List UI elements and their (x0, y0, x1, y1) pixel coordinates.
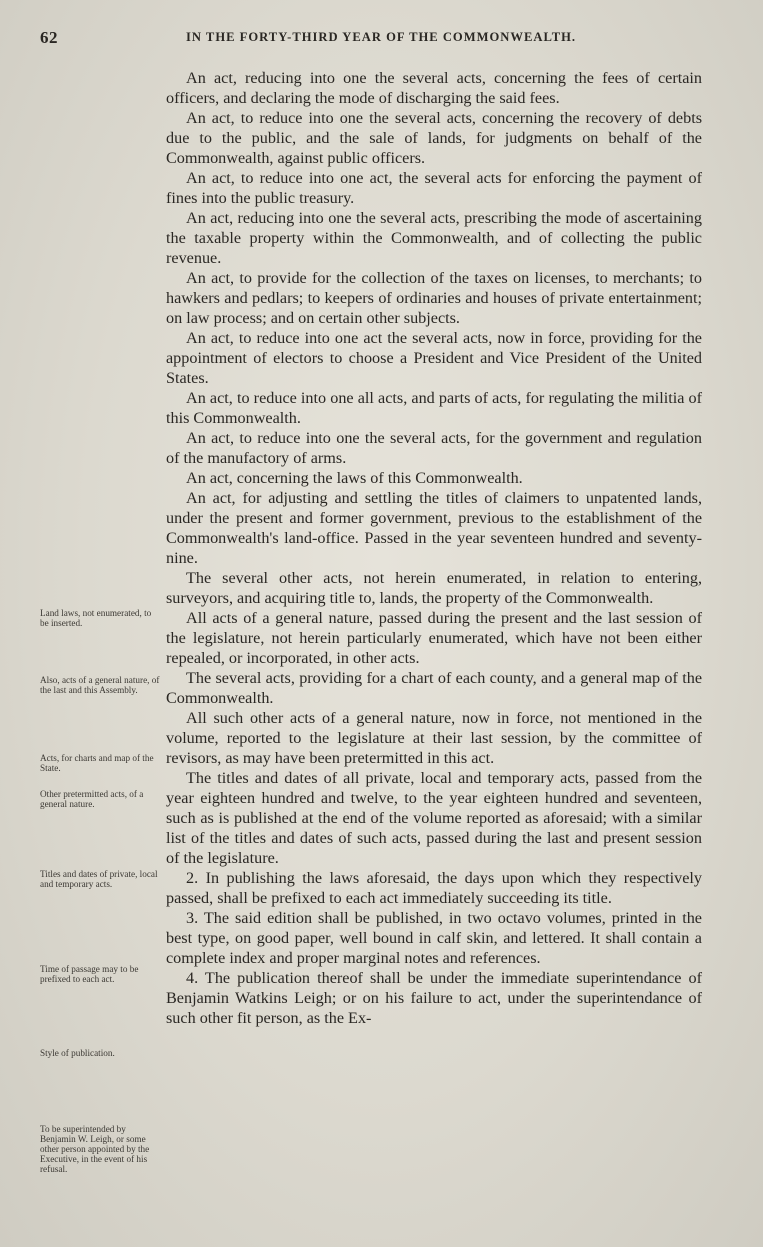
paragraph-fines-act: An act, to reduce into one act, the several acts for enforcing the payment of fines into the public treasury. (166, 169, 702, 207)
paragraph-charts-map: The several acts, providing for a chart of each county, and a general map of the Commonwealth. (166, 669, 702, 707)
sidenote-time-of-passage: Time of passage may to be prefixed to each act. (40, 964, 139, 984)
sidenote-land-laws: Land laws, not enumerated, to be inserted. (40, 608, 152, 628)
paragraph-section-3: 3. The said edition shall be published, in two octavo volumes, printed in the best type, on good paper, well bound in calf skin, and lettered. It shall contain a complete index and proper marginal notes and references. (166, 909, 702, 967)
paragraph-pretermitted-acts: All such other acts of a general nature, now in force, not mentioned in the volume, reported to the legislature at their last session, by the committee of revisors, as may have been pretermitted in this act. (166, 709, 702, 767)
sidenote-general-acts: Also, acts of a general nature, of the last and this Assembly. (40, 675, 160, 695)
paragraph-land-laws: The several other acts, not herein enumerated, in relation to entering, surveyors, and acquiring title to, lands, the property of the Commonwealth. (166, 569, 702, 607)
paragraph-section-4: 4. The publication thereof shall be under the immediate superintendance of Benjamin Watkins Leigh; or on his failure to act, under the superintendance of such other fit person, as the Ex- (166, 969, 702, 1027)
paragraph-debts-act: An act, to reduce into one the several acts, concerning the recovery of debts due to the public, and the sale of lands, for judgments on behalf of the Commonwealth, against public officers. (166, 109, 702, 167)
sidenote-superintendence: To be superintended by Benjamin W. Leigh, or some other person appointed by the Executive, in the event of his refusal. (40, 1124, 150, 1174)
paragraph-fees-act: An act, reducing into one the several acts, concerning the fees of certain officers, and declaring the mode of discharging the said fees. (166, 69, 702, 107)
running-head: IN THE FORTY-THIRD YEAR OF THE COMMONWEALTH. (186, 30, 577, 44)
paragraph-electors-act: An act, to reduce into one act the several acts, now in force, providing for the appointment of electors to choose a President and Vice President of the United States. (166, 329, 702, 387)
paragraph-licenses-act: An act, to provide for the collection of the taxes on licenses, to merchants; to hawkers and pedlars; to keepers of ordinaries and houses of private entertainment; on law process; and on certain other subjects. (166, 269, 702, 327)
paragraph-land-titles-act: An act, for adjusting and settling the titles of claimers to unpatented lands, under the present and former government, previous to the establishment of the Commonwealth's land-office. Passed in the year seventeen hundred and seventy-nine. (166, 489, 702, 567)
body-text (166, 68, 702, 1028)
paragraph-laws-act: An act, concerning the laws of this Commonwealth. (186, 469, 523, 487)
paragraph-private-acts: The titles and dates of all private, local and temporary acts, passed from the year eighteen hundred and twelve, to the year eighteen hundred and seventeen, such as is published at the end of the volume reported as aforesaid; with a similar list of the titles and dates of such acts, passed during the last and present session of the legislature. (166, 769, 702, 867)
paragraph-taxable-property-act: An act, reducing into one the several acts, prescribing the mode of ascertaining the taxable property within the Commonwealth, and of collecting the public revenue. (166, 209, 702, 267)
paragraph-general-acts: All acts of a general nature, passed during the present and the last session of the legislature, not herein particularly enumerated, which have not been either repealed, or incorporated, in other acts. (166, 609, 702, 667)
paragraph-militia-act: An act, to reduce into one all acts, and parts of acts, for regulating the militia of this Commonwealth. (166, 389, 702, 427)
sidenote-pretermitted-acts: Other pretermitted acts, of a general nature. (40, 789, 144, 809)
paragraph-section-2: 2. In publishing the laws aforesaid, the days upon which they respectively passed, shall be prefixed to each act immediately succeeding its title. (166, 869, 702, 907)
paragraph-manufactory-act: An act, to reduce into one the several acts, for the government and regulation of the manufactory of arms. (166, 429, 702, 467)
sidenote-charts-map: Acts, for charts and map of the State. (40, 753, 154, 773)
sidenote-style-of-publication: Style of publication. (40, 1048, 115, 1058)
page-number: 62 (40, 28, 58, 47)
sidenote-private-acts: Titles and dates of private, local and temporary acts. (40, 869, 158, 889)
